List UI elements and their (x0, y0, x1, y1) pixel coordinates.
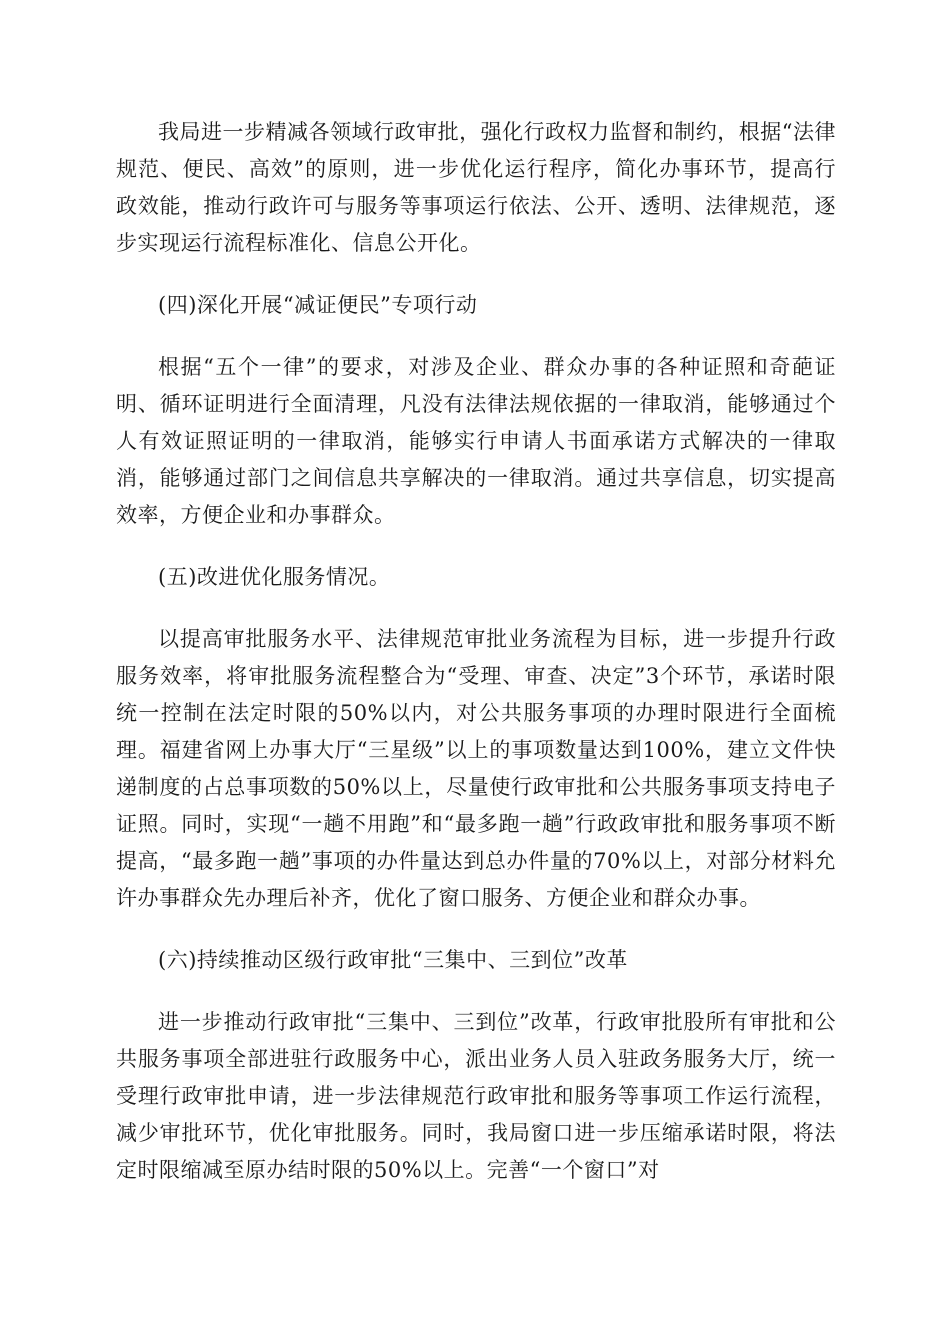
section-heading-5: (五)改进优化服务情况。 (158, 565, 391, 589)
paragraph-service-optimization: 以提高审批服务水平、法律规范审批业务流程为目标，进一步提升行政服务效率，将审批服务流程整合为“受理、审查、决定”3个环节，承诺时限统一控制在法定时限的50%以内，对公共服务事项的办理时限进行全面梳理。福建省网上办事大厅“三星级”以上的事项数量达到100%，建立文件快递制度的占总事项数的50%以上，尽量使行政审批和公共服务事项支持电子证照。同时，实现“一趟不用跑”和“最多跑一趟”行政政审批和服务事项不断提高，“最多跑一趟”事项的办件量达到总办件量的70%以上，对部分材料允许办事群众先办理后补齐，优化了窗口服务、方便企业和群众办事。 (116, 627, 836, 910)
paragraph-three-concentration-reform: 进一步推动行政审批“三集中、三到位”改革，行政审批股所有审批和公共服务事项全部进驻行政服务中心，派出业务人员入驻政务服务大厅，统一受理行政审批申请，进一步法律规范行政审批和服务等事项工作运行流程，减少审批环节，优化审批服务。同时，我局窗口进一步压缩承诺时限，将法定时限缩减至原办结时限的50%以上。完善“一个窗口”对 (116, 1010, 836, 1182)
paragraph-reduce-certificates: 根据“五个一律”的要求，对涉及企业、群众办事的各种证照和奇葩证明、循环证明进行全面清理，凡没有法律法规依据的一律取消，能够通过个人有效证照证明的一律取消，能够实行申请人书面承诺方式解决的一律取消，能够通过部门之间信息共享解决的一律取消。通过共享信息，切实提高效率，方便企业和办事群众。 (116, 355, 836, 527)
section-heading-4: (四)深化开展“减证便民”专项行动 (158, 293, 478, 317)
section-heading-6: (六)持续推动区级行政审批“三集中、三到位”改革 (158, 948, 628, 972)
document-body (116, 114, 836, 1214)
paragraph-admin-approval: 我局进一步精减各领域行政审批，强化行政权力监督和制约，根据“法律规范、便民、高效”的原则，进一步优化运行程序，简化办事环节，提高行政效能，推动行政许可与服务等事项运行依法、公开、透明、法律规范，逐步实现运行流程标准化、信息公开化。 (116, 120, 836, 255)
